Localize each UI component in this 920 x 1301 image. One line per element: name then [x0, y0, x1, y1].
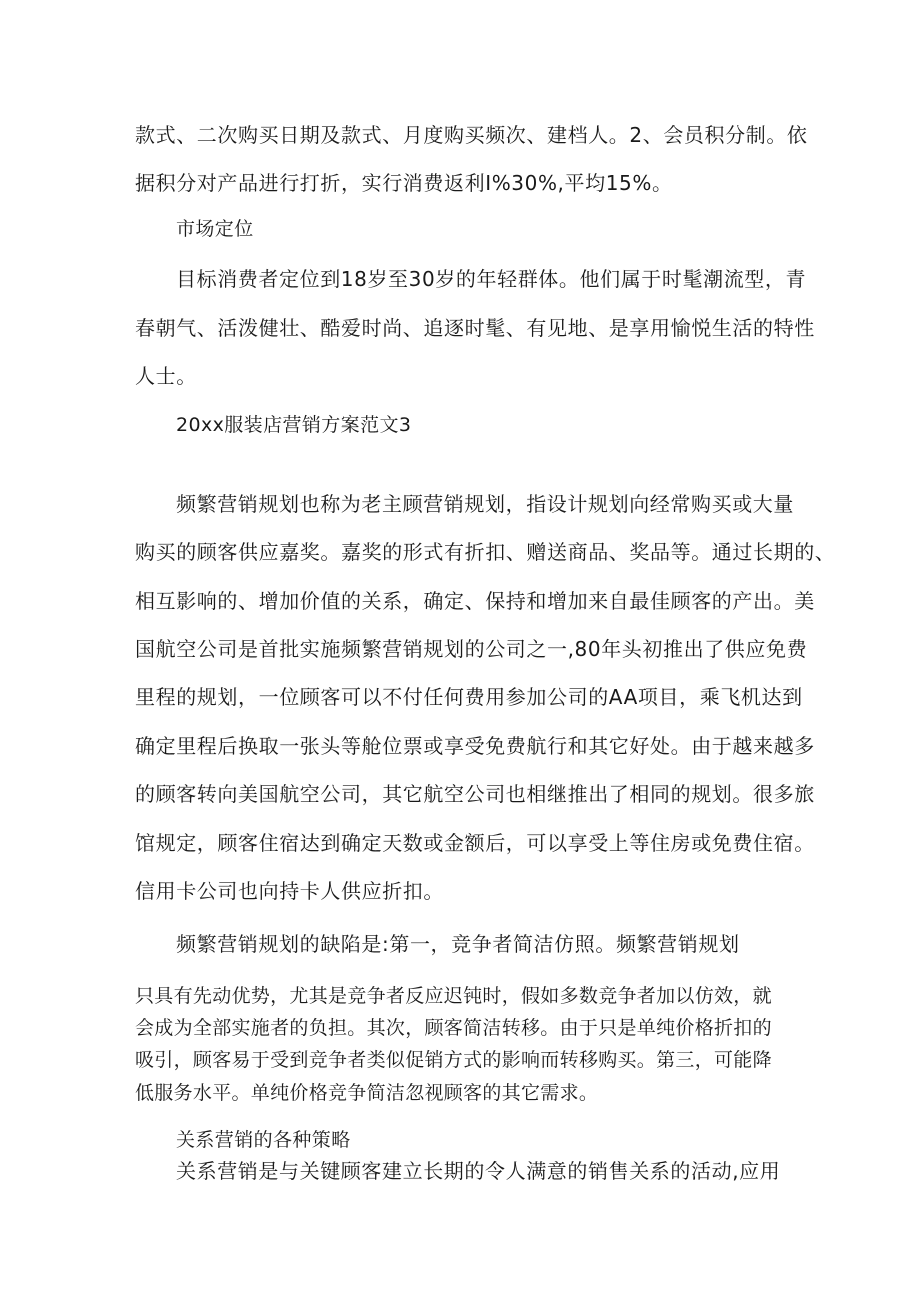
- paragraph-line: 目标消费者定位到18岁至30岁的年轻群体。他们属于时髦潮流型，青: [176, 267, 807, 291]
- paragraph-line: 相互影响的、增加价值的关系，确定、保持和增加来自最佳顾客的产出。美: [135, 589, 815, 613]
- paragraph-line: 馆规定，顾客住宿达到确定天数或金额后，可以享受上等住房或免费住宿。: [135, 831, 815, 855]
- paragraph-line: 只具有先动优势，尤其是竞争者反应迟钝时，假如多数竞争者加以仿效，就: [135, 985, 772, 1007]
- paragraph-line: 关系营销是与关键顾客建立长期的令人满意的销售关系的活动,应用: [176, 1159, 781, 1183]
- paragraph-line: 频繁营销规划的缺陷是:第一，竞争者简洁仿照。频繁营销规划: [176, 932, 740, 956]
- paragraph-line: 会成为全部实施者的负担。其次，顾客简洁转移。由于只是单纯价格折扣的: [135, 1017, 772, 1039]
- paragraph-line: 里程的规划，一位顾客可以不付任何费用参加公司的AA项目，乘飞机达到: [135, 685, 803, 709]
- section-heading: 20xx服装店营销方案范文3: [176, 414, 412, 436]
- paragraph-line: 确定里程后换取一张头等舱位票或享受免费航行和其它好处。由于越来越多: [135, 734, 815, 758]
- paragraph-line: 吸引，顾客易于受到竞争者类似促销方式的影响而转移购买。第三，可能降: [135, 1049, 772, 1071]
- paragraph-line: 人士。: [135, 364, 197, 388]
- paragraph-line: 春朝气、活泼健壮、酷爱时尚、追逐时髦、有见地、是享用愉悦生活的特性: [135, 316, 815, 340]
- paragraph-line: 频繁营销规划也称为老主顾营销规划，指设计规划向经常购买或大量: [176, 492, 794, 516]
- paragraph-line: 款式、二次购买日期及款式、月度购买频次、建档人。2、会员积分制。依: [135, 123, 808, 147]
- paragraph-line: 低服务水平。单纯价格竞争简洁忽视顾客的其它需求。: [135, 1082, 599, 1104]
- paragraph-line: 购买的顾客供应嘉奖。嘉奖的形式有折扣、赠送商品、奖品等。通过长期的、: [135, 540, 836, 564]
- paragraph-line: 据积分对产品进行打折，实行消费返利I%30%,平均15%。: [135, 171, 673, 195]
- section-heading: 关系营销的各种策略: [176, 1129, 351, 1151]
- paragraph-line: 国航空公司是首批实施频繁营销规划的公司之一,80年头初推出了供应免费: [135, 637, 808, 661]
- section-heading: 市场定位: [176, 218, 254, 240]
- paragraph-line: 信用卡公司也向持卡人供应折扣。: [135, 879, 444, 903]
- paragraph-line: 的顾客转向美国航空公司，其它航空公司也相继推出了相同的规划。很多旅: [135, 782, 815, 806]
